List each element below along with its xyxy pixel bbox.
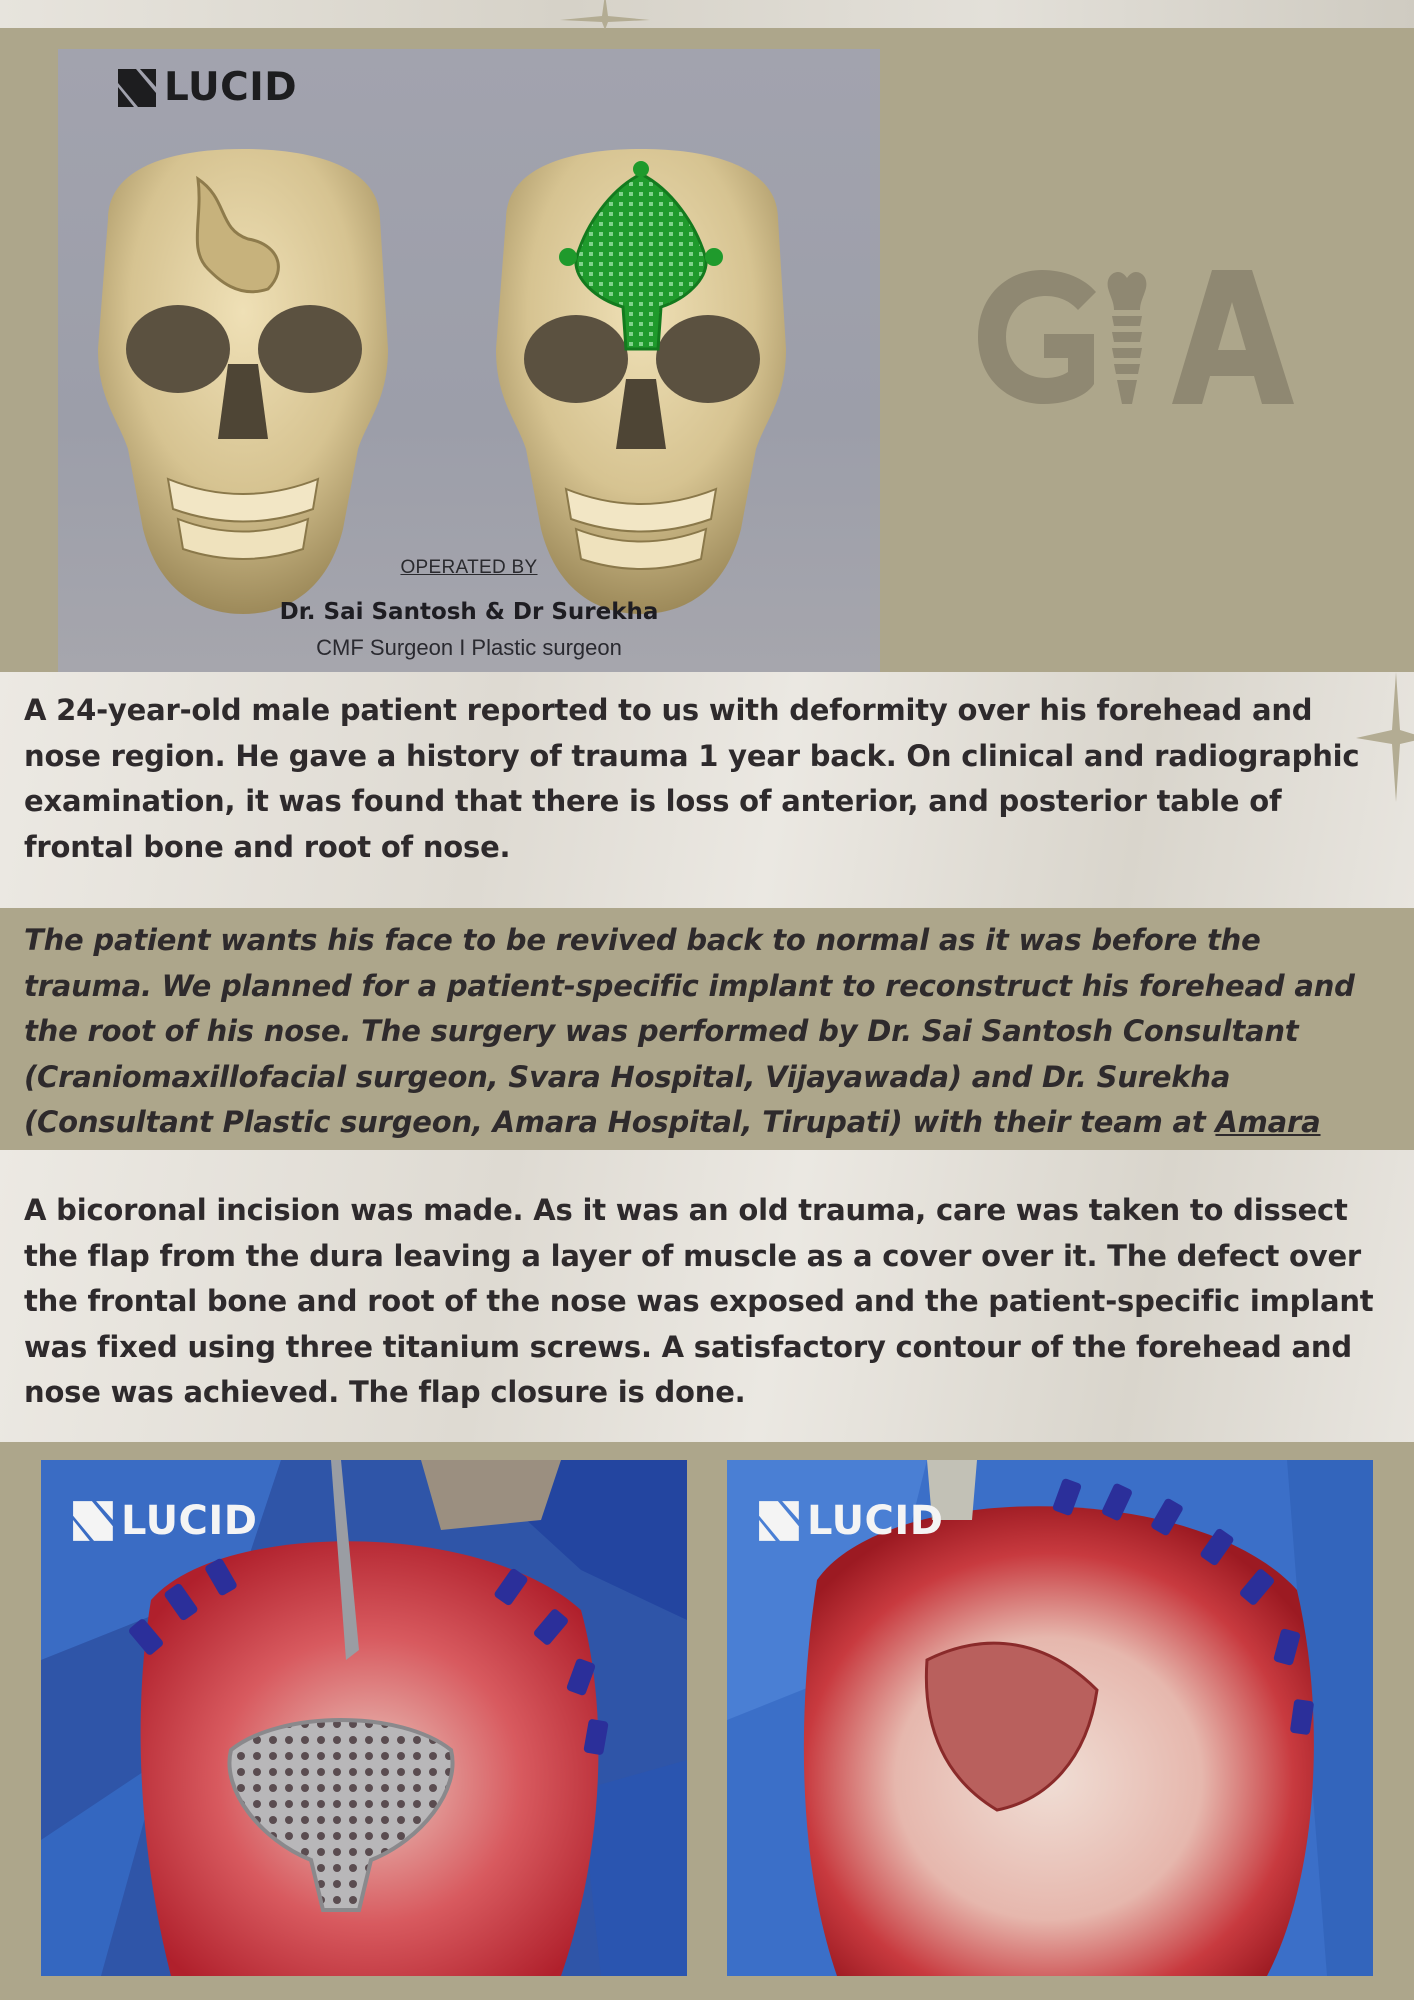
gia-logo-icon — [972, 262, 1322, 412]
sparkle-star-icon — [560, 0, 650, 30]
lucid-logo-icon — [116, 67, 160, 109]
lucid-brand-text: LUCID — [164, 65, 298, 110]
top-strip — [0, 0, 1414, 28]
surgeon-names: Dr. Sai Santosh & Dr Surekha — [279, 599, 659, 625]
hospital-link[interactable]: Amara — [1215, 1105, 1321, 1139]
lucid-watermark-text: LUCID — [121, 1498, 258, 1544]
surgeon-roles: CMF Surgeon I Plastic surgeon — [316, 635, 622, 660]
lucid-watermark-right — [757, 1498, 943, 1544]
surgery-photo-implant-fixed — [41, 1460, 687, 1976]
hero-3d-model-image — [58, 49, 880, 672]
sparkle-star-icon — [1356, 672, 1414, 802]
skull-model-with-implant — [486, 149, 796, 619]
lucid-logo-icon — [71, 1499, 117, 1543]
operated-by-label: OPERATED BY — [400, 557, 538, 578]
case-intro-section — [0, 672, 1414, 908]
case-intro-text: A 24-year-old male patient reported to us with deformity over his forehead and nose region. He gave a history of trauma 1 year back. On clinical and radiographic examination, it was found that there is loss of anterior, and posterior table of frontal bone and root of nose. — [24, 693, 1360, 864]
lucid-watermark-text: LUCID — [807, 1498, 944, 1544]
treatment-plan-section — [0, 908, 1414, 1150]
treatment-plan-text-start: The patient wants his face to be revived back to normal as it was before the trauma. We planned for a patient-specific implant to reconstruct his forehead and the root of his nose. The surgery was performed by Dr. Sai Santosh Consultant (Craniomaxillofacial surgeon, Svara Hospital, Vijayawada) and Dr. Surekha (Consultant Plastic surgeon, Amara Hospital, Tirupati) with their team at — [24, 923, 1355, 1139]
lucid-logo-icon — [757, 1499, 803, 1543]
lucid-brand — [116, 65, 297, 110]
surgery-photo-defect-exposed — [727, 1460, 1373, 1976]
skull-model-defect — [88, 149, 398, 619]
lucid-watermark-left — [71, 1498, 257, 1544]
procedure-text: A bicoronal incision was made. As it was an old trauma, care was taken to dissect the flap from the dura leaving a layer of muscle as a cover over it. The defect over the frontal bone and root of the nose was exposed and the patient-specific implant was fixed using three titanium screws. A satisfactory contour of the forehead and nose was achieved. The flap closure is done. — [24, 1193, 1374, 1409]
procedure-section — [0, 1150, 1414, 1442]
